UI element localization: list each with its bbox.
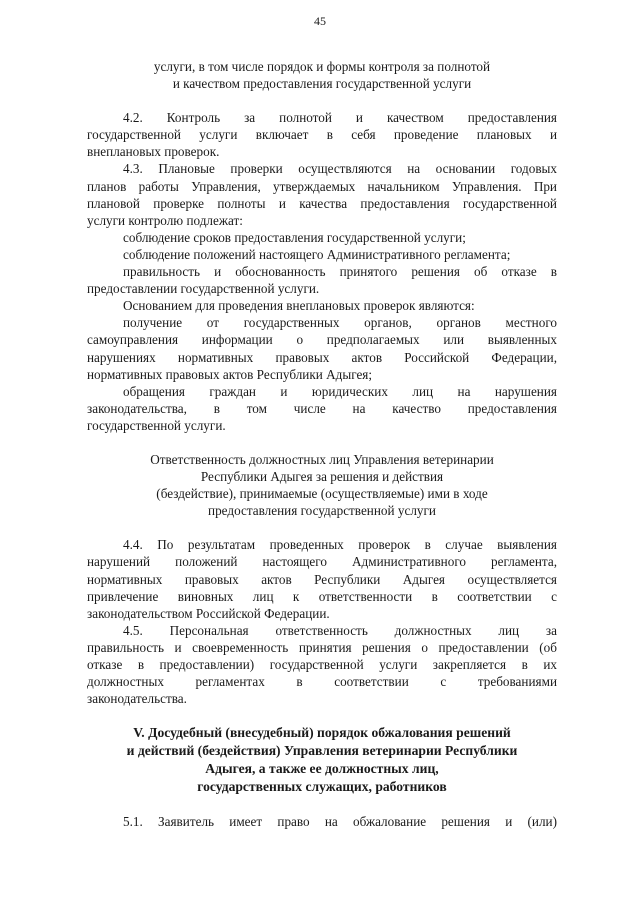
- text-line: нормативных правовых актов Республики Адыгея;: [87, 366, 373, 382]
- text-line: Основанием для проведения внеплановых проверок являются:: [123, 298, 475, 314]
- list-item: предоставлении государственной услуги.: [87, 281, 320, 297]
- section-heading-responsibility: [87, 451, 557, 519]
- list-item: соблюдение положений настоящего Административного регламента;: [123, 246, 511, 262]
- list-item: правильность и обоснованность принятого решения об отказе в: [123, 264, 557, 280]
- page-number: 45: [314, 14, 326, 28]
- heading-line: V. Досудебный (внесудебный) порядок обжалования решений: [133, 725, 511, 741]
- paragraph-4-2: [87, 109, 557, 160]
- paragraph-4-3: [87, 160, 557, 228]
- text-line: законодательства.: [87, 691, 187, 707]
- paragraph-4-5: [87, 622, 557, 707]
- text-line: государственной услуги.: [87, 417, 226, 433]
- text-line: нормативных правовых актов Республики Адыгея осуществляется: [87, 571, 557, 587]
- heading-line: и качеством предоставления государственной услуги: [172, 76, 472, 92]
- text-line: 4.5. Персональная ответственность должностных лиц за: [123, 622, 557, 638]
- heading-line: государственных служащих, работников: [197, 779, 447, 795]
- text-line: нарушениях нормативных правовых актов Российской Федерации,: [87, 349, 557, 365]
- text-line: самоуправления информации о предполагаемых или выявленных: [87, 332, 557, 348]
- list-item: соблюдение сроков предоставления государственной услуги;: [123, 229, 466, 245]
- text-line: нарушений положений настоящего Административного регламента,: [87, 554, 557, 570]
- text-line: внеплановых проверок.: [87, 144, 220, 160]
- section-heading-control: [87, 58, 557, 92]
- section-heading-v: [87, 724, 557, 796]
- heading-line: предоставления государственной услуги: [208, 503, 436, 519]
- text-line: государственной услуги включает в себя проведение плановых и: [87, 127, 557, 143]
- text-line: обращения граждан и юридических лиц на нарушения: [123, 383, 557, 399]
- text-line: 5.1. Заявитель имеет право на обжалование решения и (или): [123, 814, 557, 830]
- text-line: 4.2. Контроль за полнотой и качеством предоставления: [123, 110, 557, 126]
- text-line: должностных регламентах в соответствии с требованиями: [87, 674, 557, 690]
- document-body: [87, 58, 557, 830]
- paragraph-4-4: [87, 536, 557, 621]
- planned-check-list: [87, 229, 557, 297]
- text-line: отказе в предоставлении) государственной услуги закрепляется в их: [87, 657, 557, 672]
- heading-line: (бездействие), принимаемые (осуществляемые) ими в ходе: [156, 486, 488, 502]
- heading-line: услуги, в том числе порядок и формы контроля за полнотой: [153, 59, 491, 74]
- text-line: плановой проверке полноты и качества предоставления государственной: [87, 195, 557, 211]
- text-line: получение от государственных органов, органов местного: [123, 315, 557, 331]
- text-line: услуги контролю подлежат:: [87, 212, 243, 228]
- heading-line: Республики Адыгея за решения и действия: [200, 469, 444, 485]
- heading-line: и действий (бездействия) Управления ветеринарии Республики: [126, 743, 518, 759]
- text-line: 4.4. По результатам проведенных проверок в случае выявления: [123, 537, 557, 553]
- heading-line: Ответственность должностных лиц Управления ветеринарии: [150, 451, 494, 467]
- text-line: законодательством Российской Федерации.: [87, 605, 330, 621]
- heading-line: Адыгея, а также ее должностных лиц,: [205, 761, 439, 777]
- text-line: 4.3. Плановые проверки осуществляются на основании годовых: [123, 161, 557, 177]
- paragraph-5-1: [87, 813, 557, 830]
- paragraph-unplanned: [87, 297, 557, 434]
- text-line: правильность и своевременность принятия решения о предоставлении (об: [87, 639, 557, 655]
- text-line: планов работы Управления, утверждаемых начальником Управления. При: [87, 178, 557, 194]
- text-line: законодательства, в том числе на качество предоставления: [87, 400, 557, 416]
- text-line: привлечение виновных лиц к ответственности в соответствии с: [87, 588, 557, 604]
